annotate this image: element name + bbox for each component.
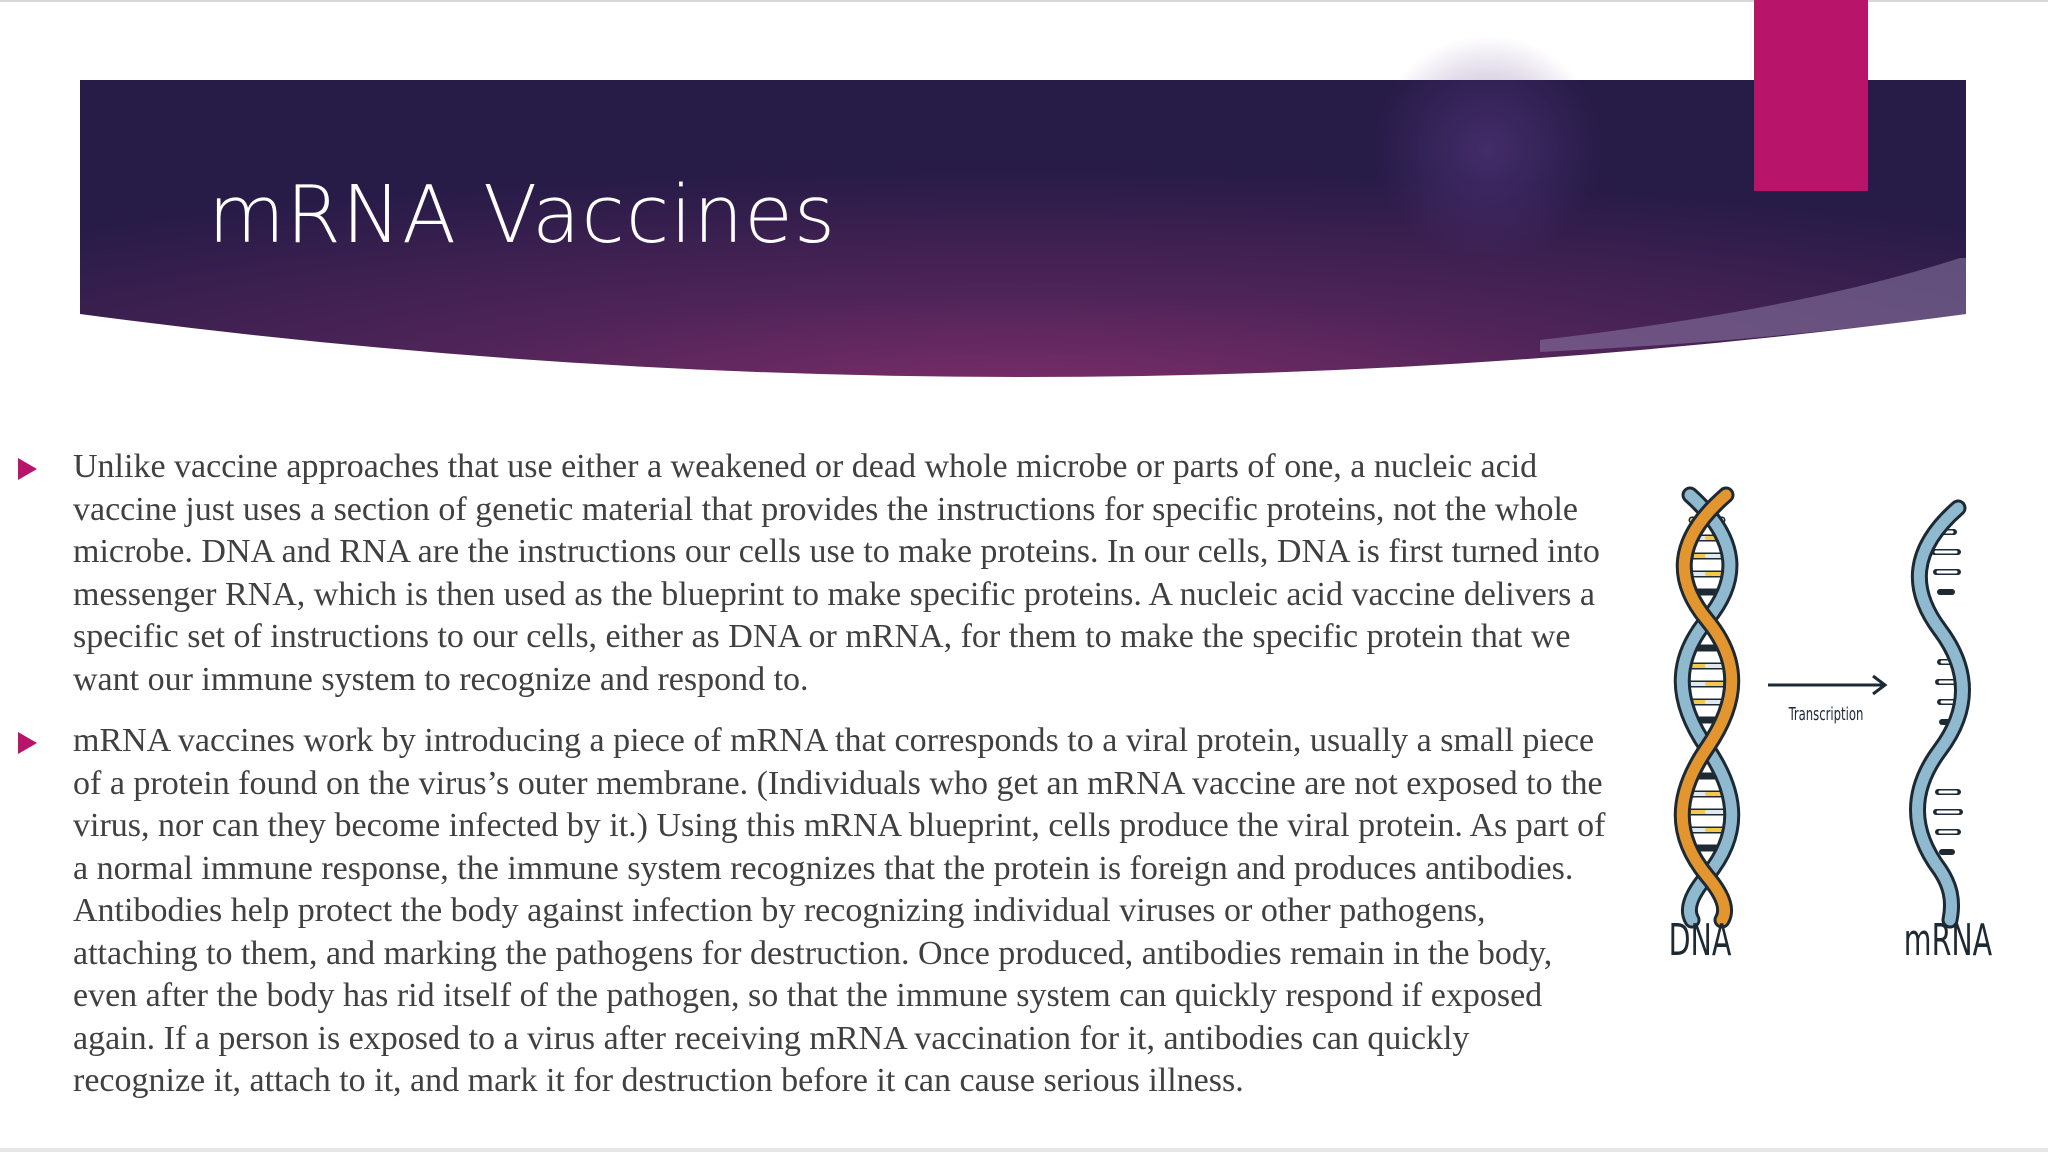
- bullet-text: mRNA vaccines work by introducing a piece of mRNA that corresponds to a viral protein, usually a small piece of a protein found on the virus’s outer membrane. (Individuals who get an mRNA vaccine are not exposed to the virus, nor can they become infected by it.) Using this mRNA blueprint, cells produce the viral protein. As part of a normal immune response, the immune system recognizes that the protein is foreign and produces antibodies. Antibodies help protect the body against infection by recognizing individual viruses or other pathogens, attaching to them, and marking the pathogens for destruction. Once produced, antibodies remain in the body, even after the body has rid itself of the pathogen, so that the immune system can quickly respond if exposed again. If a person is exposed to a virus after receiving mRNA vaccination for it, antibodies can quickly recognize it, attach to it, and mark it for destruction before it can cause serious illness.: [73, 722, 1606, 1099]
- bullet-arrow-icon: [18, 732, 37, 754]
- mrna-strand-icon: [1918, 508, 1965, 920]
- bullet-item: [18, 446, 1608, 701]
- bullet-text: Unlike vaccine approaches that use either a weakened or dead whole microbe or parts of one, a nucleic acid vaccine just uses a section of genetic material that provides the instructions for specific proteins, not the whole microbe. DNA and RNA are the instructions our cells use to make proteins. In our cells, DNA is first turned into messenger RNA, which is then used as the blueprint to make specific proteins. A nucleic acid vaccine delivers a specific set of instructions to our cells, either as DNA or mRNA, for them to make the specific protein that we want our immune system to recognize and respond to.: [73, 448, 1600, 698]
- bottom-divider: [0, 1148, 2048, 1152]
- mrna-label: mRNA: [1903, 914, 1993, 967]
- transcription-arrow-icon: [1768, 676, 1885, 694]
- slide-title: mRNA Vaccines: [208, 169, 837, 261]
- bullet-item: [18, 720, 1608, 1103]
- bullet-list: [18, 446, 1608, 1122]
- dna-label: DNA: [1668, 914, 1732, 967]
- accent-tab: [1754, 0, 1868, 191]
- bullet-arrow-icon: [18, 458, 37, 480]
- dna-helix-icon: [1682, 495, 1732, 920]
- transcription-label: Transcription: [1788, 702, 1864, 725]
- dna-transcription-illustration: [1640, 480, 2000, 980]
